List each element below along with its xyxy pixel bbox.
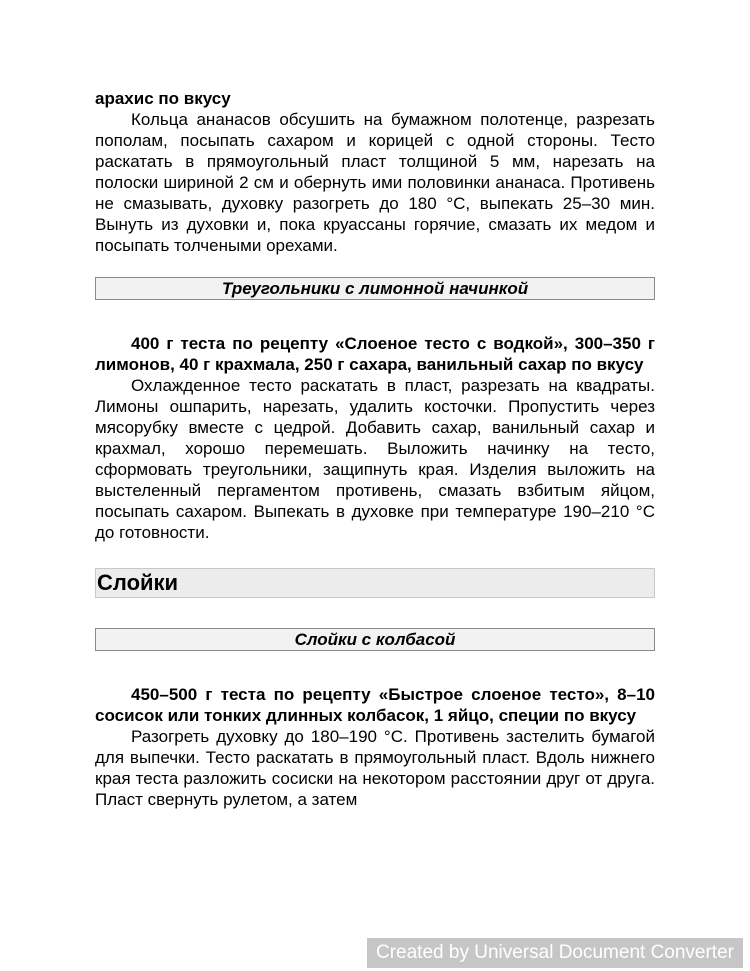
recipe-method: Кольца ананасов обсушить на бумажном полотенце, разрезать пополам, посыпать сахаром и корицей с одной стороны. Тесто раскатать в прямоугольный пласт толщиной 5 мм, нарезать на полоски шириной 2 см и обернуть ими половинки ананаса. Противень не смазывать, духовку разогреть до 180 °С, выпекать 25–30 мин. Вынуть из духовки и, пока круассаны горячие, смазать их медом и посыпать толчеными орехами. [95,110,655,255]
recipe-method: Охлажденное тесто раскатать в пласт, разрезать на квадраты. Лимоны ошпарить, нарезать, удалить косточки. Пропустить через мясорубку вместе с цедрой. Добавить сахар, ванильный сахар и крахмал, хорошо перемешать. Выложить начинку на тесто, сформовать треугольники, защипнуть края. Изделия выложить на выстеленный пергаментом противень, смазать взбитым яйцом, посыпать сахаром. Выпекать в духовке при температуре 190–210 °С до готовности. [95,376,655,542]
recipe-ingredients: 450–500 г теста по рецепту «Быстрое слоеное тесто», 8–10 сосисок или тонких длинных колбасок, 1 яйцо, специи по вкусу [95,685,655,725]
recipe-title: Треугольники с лимонной начинкой [95,277,655,300]
ingredients-tail: арахис по вкусу [95,89,231,108]
document-page [95,88,655,810]
section-title: Слойки [95,568,655,598]
recipe-ingredients: 400 г теста по рецепту «Слоеное тесто с водкой», 300–350 г лимонов, 40 г крахмала, 250 г сахара, ванильный сахар по вкусу [95,334,655,374]
recipe-title: Слойки с колбасой [95,628,655,651]
converter-watermark: Created by Universal Document Converter [367,938,743,968]
recipe-method: Разогреть духовку до 180–190 °С. Противень застелить бумагой для выпечки. Тесто раскатать в прямоугольный пласт. Вдоль нижнего края теста разложить сосиски на некотором расстоянии друг от друга. Пласт свернуть рулетом, а затем [95,727,655,809]
